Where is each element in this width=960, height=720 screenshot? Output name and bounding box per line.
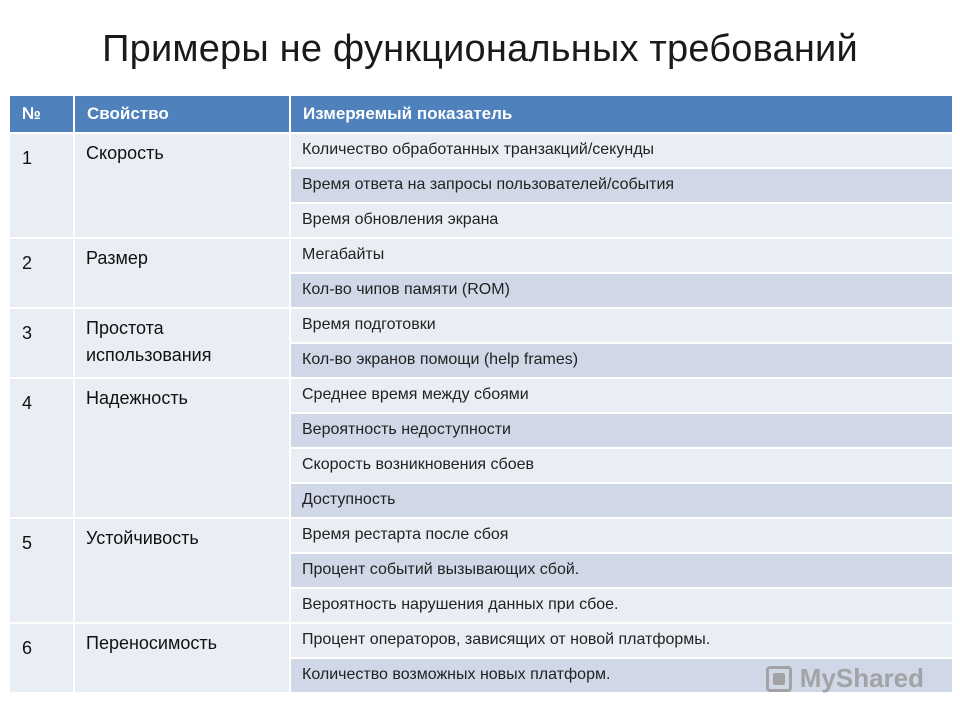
measure-list <box>289 134 952 237</box>
measure-cell: Среднее время между сбоями <box>289 379 952 412</box>
table-row <box>10 132 952 237</box>
row-property: Устойчивость <box>73 519 289 622</box>
measure-cell: Кол-во экранов помощи (help frames) <box>289 342 952 377</box>
measure-list <box>289 519 952 622</box>
table-row <box>10 307 952 377</box>
row-property: Простота использования <box>73 309 289 377</box>
measure-cell: Кол-во чипов памяти (ROM) <box>289 272 952 307</box>
header-property: Свойство <box>73 96 289 132</box>
measure-list <box>289 309 952 377</box>
watermark-text: MyShared <box>799 663 924 693</box>
table-header <box>10 96 952 132</box>
row-property: Размер <box>73 239 289 307</box>
measure-cell: Вероятность нарушения данных при сбое. <box>289 587 952 622</box>
table-body <box>10 132 952 692</box>
measure-cell: Количество возможных новых платформ. <box>289 657 952 692</box>
measure-cell: Количество обработанных транзакций/секунды <box>289 134 952 167</box>
row-number: 4 <box>10 379 73 517</box>
row-number: 5 <box>10 519 73 622</box>
row-property: Надежность <box>73 379 289 517</box>
row-property: Переносимость <box>73 624 289 692</box>
table-row <box>10 517 952 622</box>
header-number: № <box>22 104 41 123</box>
measure-cell: Время обновления экрана <box>289 202 952 237</box>
measure-list <box>289 239 952 307</box>
row-property: Скорость <box>73 134 289 237</box>
measure-cell: Доступность <box>289 482 952 517</box>
measure-cell: Время ответа на запросы пользователей/события <box>289 167 952 202</box>
measure-list <box>289 379 952 517</box>
measure-cell: Процент операторов, зависящих от новой платформы. <box>289 624 952 657</box>
header-measure: Измеряемый показатель <box>289 96 952 132</box>
row-number: 1 <box>10 134 73 237</box>
requirements-table <box>10 96 952 692</box>
myshared-logo-icon <box>766 666 792 692</box>
row-number: 2 <box>10 239 73 307</box>
row-number: 3 <box>10 309 73 377</box>
table-row <box>10 237 952 307</box>
measure-cell: Время рестарта после сбоя <box>289 519 952 552</box>
measure-cell: Мегабайты <box>289 239 952 272</box>
table-row <box>10 377 952 517</box>
row-number: 6 <box>10 624 73 692</box>
slide-title: Примеры не функциональных требований <box>102 28 858 70</box>
measure-cell: Время подготовки <box>289 309 952 342</box>
measure-cell: Скорость возникновения сбоев <box>289 447 952 482</box>
measure-cell: Процент событий вызывающих сбой. <box>289 552 952 587</box>
measure-cell: Вероятность недоступности <box>289 412 952 447</box>
watermark <box>766 663 924 694</box>
